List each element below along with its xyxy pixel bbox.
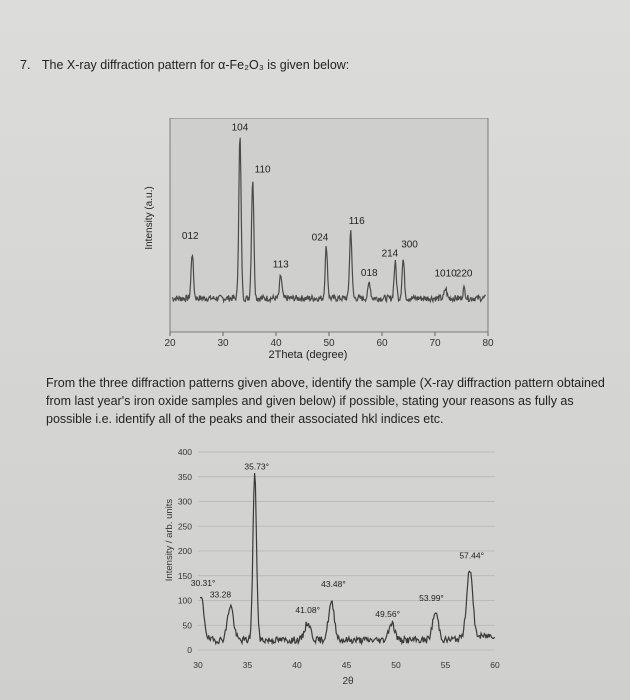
chart2-peak-label: 57.44°	[459, 550, 484, 561]
chart1-x-tick-label: 30	[217, 338, 229, 349]
chart1-ylabel: Intensity (a.u.)	[144, 186, 155, 250]
chart2-peak-label: 53.99°	[419, 592, 444, 603]
xrd-chart-reference	[120, 118, 500, 368]
chart1-peak-label: 104	[231, 122, 249, 134]
chart2-x-tick-label: 60	[490, 660, 500, 670]
chart2-x-tick-label: 55	[440, 660, 451, 670]
chart2-x-tick-label: 30	[193, 660, 203, 670]
chart2-x-tick-label: 50	[391, 660, 401, 670]
chart2-y-tick-label: 250	[177, 521, 192, 532]
chart2-x-tick-label: 45	[341, 660, 352, 670]
chart1-peak-label: 116	[348, 216, 365, 228]
chart2-peak-label: 43.48°	[321, 578, 346, 589]
chart2-peak-label: 35.73°	[244, 461, 270, 472]
chart1-peak-label: 012	[181, 230, 199, 242]
chart2-y-tick-label: 300	[177, 496, 192, 507]
chart1-x-tick-label: 40	[270, 338, 282, 349]
chart2-y-tick-label: 50	[182, 620, 192, 631]
chart2-y-tick-label: 400	[177, 447, 192, 457]
chart2-y-tick-label: 100	[177, 595, 192, 606]
chart2-x-tick-label: 40	[292, 660, 302, 670]
xrd-chart-sample	[150, 440, 510, 690]
chart1-peak-label: 1010	[434, 268, 457, 280]
chart2-peak-label: 33.28	[209, 589, 232, 600]
chart1-x-tick-label: 60	[376, 338, 388, 349]
chart1-xlabel: 2Theta (degree)	[268, 349, 348, 361]
chart2-y-tick-label: 200	[177, 546, 192, 556]
chart2-pattern-line	[200, 473, 495, 644]
chart2-peak-label: 49.56°	[375, 608, 400, 619]
chart1-peak-label: 018	[360, 268, 378, 280]
instruction-paragraph: From the three diffraction patterns given above, identify the sample (X-ray diffraction pattern obtained from last year's iron oxide samples and given below) if possible, stating your reasons as fully as possible i.e. identify all of the peaks and their associated hkl indices etc.	[46, 376, 605, 426]
question-text: The X-ray diffraction pattern for α-Fe₂O₃ is given below:	[41, 58, 350, 72]
chart2-y-tick-label: 350	[177, 471, 192, 482]
chart2-peak-label: 30.31°	[190, 578, 216, 589]
chart1-peak-label: 220	[455, 268, 473, 280]
chart2-y-tick-label: 0	[187, 645, 192, 655]
chart2-y-tick-label: 150	[177, 570, 192, 581]
chart1-peak-label: 113	[272, 259, 289, 271]
chart1-x-tick-label: 20	[164, 338, 176, 349]
chart1-peak-label: 214	[381, 248, 399, 260]
question-number: 7.	[20, 58, 31, 72]
chart2-x-tick-label: 35	[242, 660, 253, 670]
chart2-ylabel: Intensity / arb. units	[164, 498, 175, 582]
chart1-x-tick-label: 50	[323, 338, 335, 349]
chart1-x-tick-label: 80	[482, 338, 494, 349]
chart1-peak-label: 024	[311, 232, 329, 244]
chart1-peak-label: 110	[254, 164, 271, 176]
chart2-peak-label: 41.08°	[295, 604, 321, 615]
question-heading	[20, 58, 349, 72]
chart2-xlabel: 2θ	[342, 676, 354, 687]
chart1-peak-label: 300	[401, 239, 418, 251]
chart1-x-tick-label: 70	[429, 338, 441, 349]
